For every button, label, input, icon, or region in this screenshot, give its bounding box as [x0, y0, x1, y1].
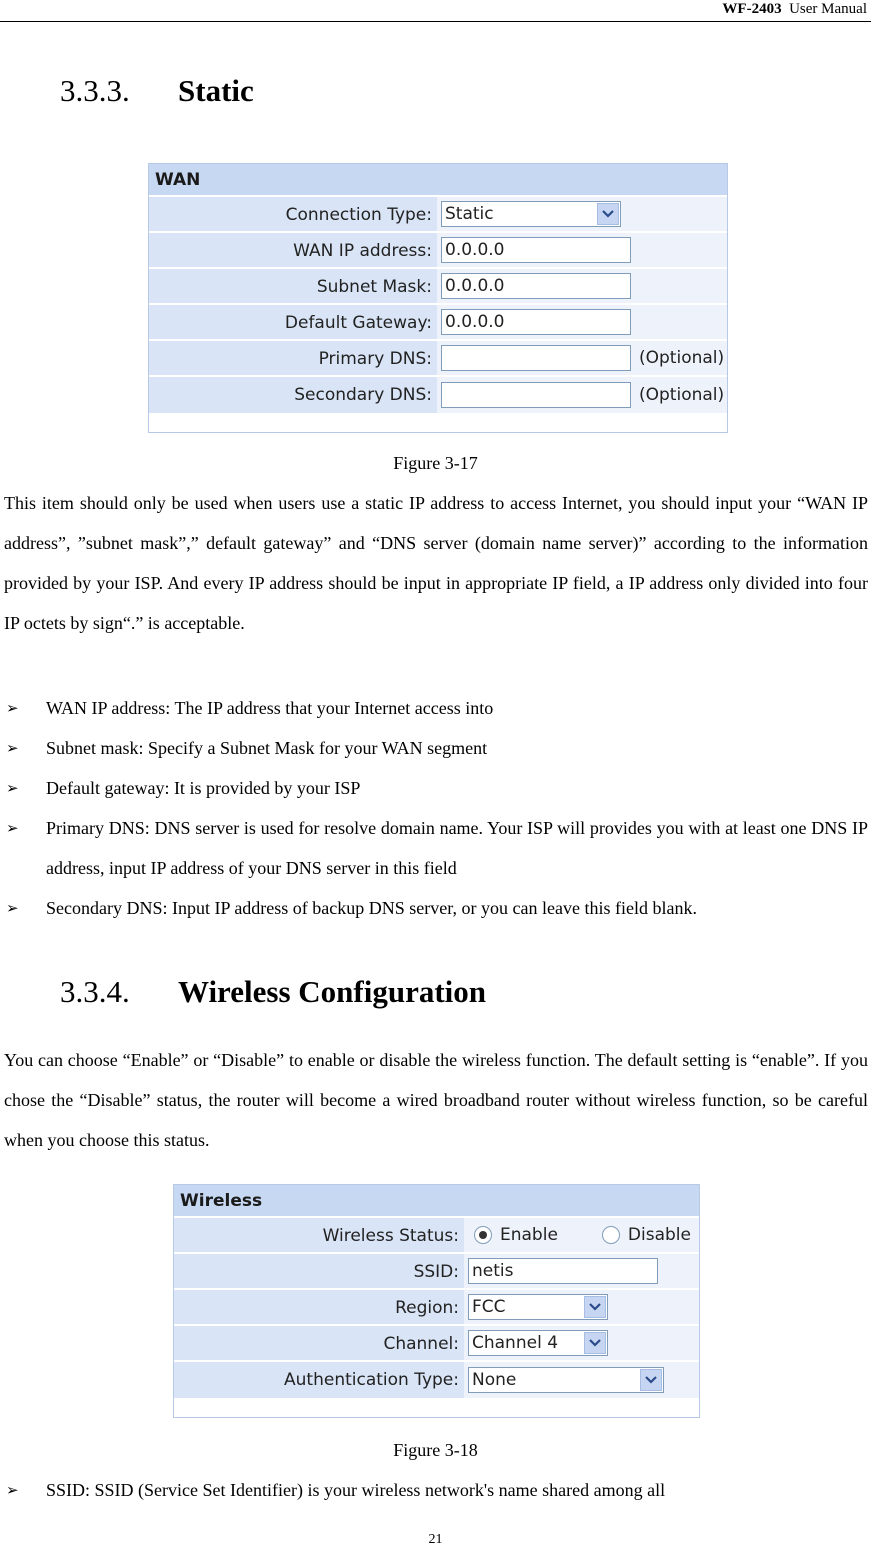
wan-panel	[148, 163, 728, 433]
arrow-bullet-icon: ➢	[6, 899, 19, 917]
enable-radio[interactable]	[474, 1226, 492, 1244]
list-item	[4, 768, 868, 808]
ssid-cell	[464, 1254, 699, 1288]
chevron-down-icon[interactable]	[584, 1296, 606, 1318]
wireless-status-row	[174, 1218, 699, 1254]
connection-type-row	[149, 197, 727, 233]
list-item	[4, 808, 868, 888]
subnet-mask-label: Subnet Mask:	[149, 269, 437, 303]
figure-caption: Figure 3-17	[393, 453, 478, 473]
subnet-mask-cell	[437, 269, 727, 303]
disable-label: Disable	[627, 1225, 691, 1245]
wireless-status-cell	[464, 1218, 699, 1252]
list-item	[4, 888, 868, 928]
authentication-type-label: Authentication Type:	[174, 1362, 464, 1398]
region-value: FCC	[472, 1297, 506, 1317]
header-title: User Manual	[789, 1, 867, 17]
list-item	[4, 1470, 868, 1510]
chevron-down-icon[interactable]	[584, 1332, 606, 1354]
arrow-bullet-icon: ➢	[6, 819, 19, 837]
channel-row	[174, 1326, 699, 1362]
disable-radio[interactable]	[602, 1226, 620, 1244]
authentication-type-row	[174, 1362, 699, 1398]
secondary-dns-optional-note: (Optional)	[639, 385, 725, 405]
authentication-type-value: None	[472, 1370, 517, 1390]
static-bullet-list	[4, 688, 868, 928]
authentication-type-select[interactable]	[468, 1367, 664, 1393]
default-gateway-row	[149, 305, 727, 341]
bullet-text: Subnet mask: Specify a Subnet Mask for your WAN segment	[46, 738, 488, 758]
wan-ip-input[interactable]: 0.0.0.0	[441, 237, 631, 263]
section-number: 3.3.3.	[60, 73, 130, 108]
bullet-text: WAN IP address: The IP address that your Internet access into	[46, 698, 494, 718]
list-item	[4, 728, 868, 768]
bullet-text: Secondary DNS: Input IP address of backup DNS server, or you can leave this field blank.	[46, 898, 697, 918]
wan-panel-title: WAN	[149, 164, 727, 197]
primary-dns-cell	[437, 341, 727, 375]
channel-select[interactable]	[468, 1330, 608, 1356]
wireless-panel	[173, 1184, 700, 1418]
subnet-mask-row	[149, 269, 727, 305]
wan-ip-cell	[437, 233, 727, 267]
bullet-text: Default gateway: It is provided by your ISP	[46, 778, 361, 798]
secondary-dns-row	[149, 377, 727, 413]
arrow-bullet-icon: ➢	[6, 699, 19, 717]
chevron-down-icon[interactable]	[640, 1369, 662, 1391]
primary-dns-label: Primary DNS:	[149, 341, 437, 375]
subnet-mask-input[interactable]: 0.0.0.0	[441, 273, 631, 299]
connection-type-value: Static	[445, 204, 494, 224]
authentication-type-cell	[464, 1362, 699, 1398]
region-label: Region:	[174, 1290, 464, 1324]
radio-selected-dot	[479, 1231, 487, 1239]
wireless-paragraph: You can choose “Enable” or “Disable” to enable or disable the wireless function. The default setting is “enable”. If you chose the “Disable” status, the router will become a wired broadband router without wireless function, so be careful when you choose this status.	[4, 1050, 868, 1150]
region-cell	[464, 1290, 699, 1324]
primary-dns-row	[149, 341, 727, 377]
list-item	[4, 688, 868, 728]
default-gateway-label: Default Gateway:	[149, 305, 437, 339]
enable-label: Enable	[500, 1225, 558, 1245]
region-select[interactable]	[468, 1294, 608, 1320]
ssid-input[interactable]: netis	[468, 1258, 658, 1284]
wireless-panel-title: Wireless	[174, 1185, 699, 1218]
secondary-dns-input[interactable]	[441, 382, 631, 408]
arrow-bullet-icon: ➢	[6, 1481, 19, 1499]
region-row	[174, 1290, 699, 1326]
bullet-text: SSID: SSID (Service Set Identifier) is your wireless network's name shared among all	[46, 1480, 666, 1500]
header-model: WF-2403	[722, 1, 782, 17]
connection-type-cell	[437, 197, 727, 231]
connection-type-select[interactable]	[441, 201, 621, 227]
figure-caption: Figure 3-18	[393, 1440, 478, 1460]
wireless-status-label: Wireless Status:	[174, 1218, 464, 1252]
bullet-text: Primary DNS: DNS server is used for resolve domain name. Your ISP will provides you with at least one DNS IP address, input IP address of your DNS server in this field	[46, 818, 868, 878]
channel-value: Channel 4	[472, 1333, 559, 1353]
section-title: Static	[178, 73, 254, 108]
secondary-dns-cell	[437, 377, 727, 413]
ssid-row	[174, 1254, 699, 1290]
arrow-bullet-icon: ➢	[6, 779, 19, 797]
static-paragraph: This item should only be used when users use a static IP address to access Internet, you should input your “WAN IP address”, ”subnet mask”,” default gateway” and “DNS server (domain name server)” according to the information provided by your ISP. And every IP address should be input in appropriate IP field, a IP address only divided into four IP octets by sign“.” is acceptable.	[4, 493, 868, 633]
secondary-dns-label: Secondary DNS:	[149, 377, 437, 413]
section-title: Wireless Configuration	[178, 974, 487, 1009]
section-number: 3.3.4.	[60, 974, 130, 1009]
wireless-bullet-list	[4, 1470, 868, 1510]
wan-ip-row	[149, 233, 727, 269]
chevron-down-icon[interactable]	[597, 203, 619, 225]
primary-dns-optional-note: (Optional)	[639, 348, 725, 368]
ssid-label: SSID:	[174, 1254, 464, 1288]
page-number: 21	[428, 1532, 443, 1547]
default-gateway-cell	[437, 305, 727, 339]
arrow-bullet-icon: ➢	[6, 739, 19, 757]
primary-dns-input[interactable]	[441, 345, 631, 371]
default-gateway-input[interactable]: 0.0.0.0	[441, 309, 631, 335]
channel-cell	[464, 1326, 699, 1360]
page-header	[0, 0, 871, 22]
connection-type-label: Connection Type:	[149, 197, 437, 231]
wan-ip-label: WAN IP address:	[149, 233, 437, 267]
header-text	[722, 1, 867, 18]
channel-label: Channel:	[174, 1326, 464, 1360]
